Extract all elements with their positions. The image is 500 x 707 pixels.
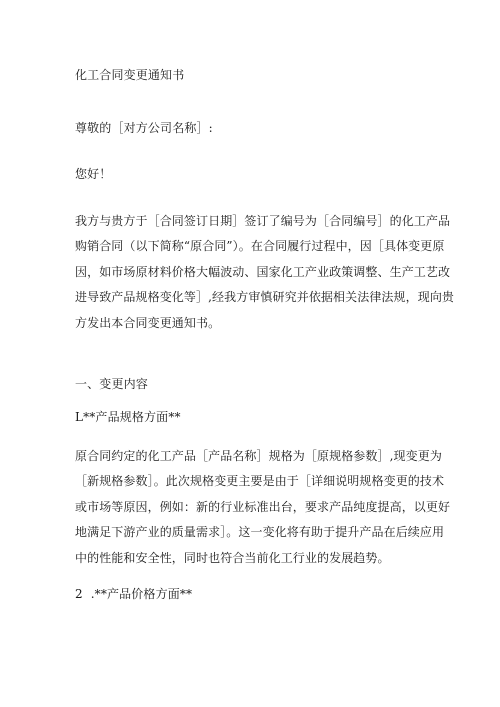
intro-line: 购销合同（以下简称“原合同”）。在合同履行过程中，因［具体变更原 [75, 239, 445, 254]
intro-line: 进导致产品规格变化等］,经我方审慎研究并依据相关法律法规，现向贵 [75, 290, 455, 305]
intro-line: 方发出本合同变更通知书。 [75, 315, 221, 330]
intro-paragraph [75, 209, 455, 336]
spec-paragraph [75, 444, 451, 571]
greeting: 您好！ [75, 167, 112, 181]
intro-line: 我方与贵方于［合同签订日期］签订了编号为［合同编号］的化工产品 [75, 214, 451, 228]
salutation: 尊敬的［对方公司名称］: [75, 121, 213, 135]
subheading-product-spec: L**产品规格方面** [75, 410, 181, 424]
spec-line: 或市场等原因，例如：新的行业标准出台，要求产品纯度提高，以更好 [75, 499, 451, 514]
spec-line: 中的性能和安全性，同时也符合当前化工行业的发展趋势。 [75, 550, 390, 565]
subheading-product-price: 2 .**产品价格方面** [75, 587, 193, 601]
section-heading: 一、变更内容 [75, 377, 148, 391]
spec-line: 原合同约定的化工产品［产品名称］规格为［原规格参数］,现变更为 [75, 449, 442, 463]
document-title: 化工合同变更通知书 [75, 68, 185, 82]
spec-line: 地满足下游产业的质量需求］。这一变化将有助于提升产品在后续应用 [75, 525, 445, 540]
intro-line: 因，如市场原材料价格大幅波动、国家化工产业政策调整、生产工艺改 [75, 264, 451, 279]
spec-line: ［新规格参数］。此次规格变更主要是由于［详细说明规格变更的技术 [75, 474, 445, 489]
